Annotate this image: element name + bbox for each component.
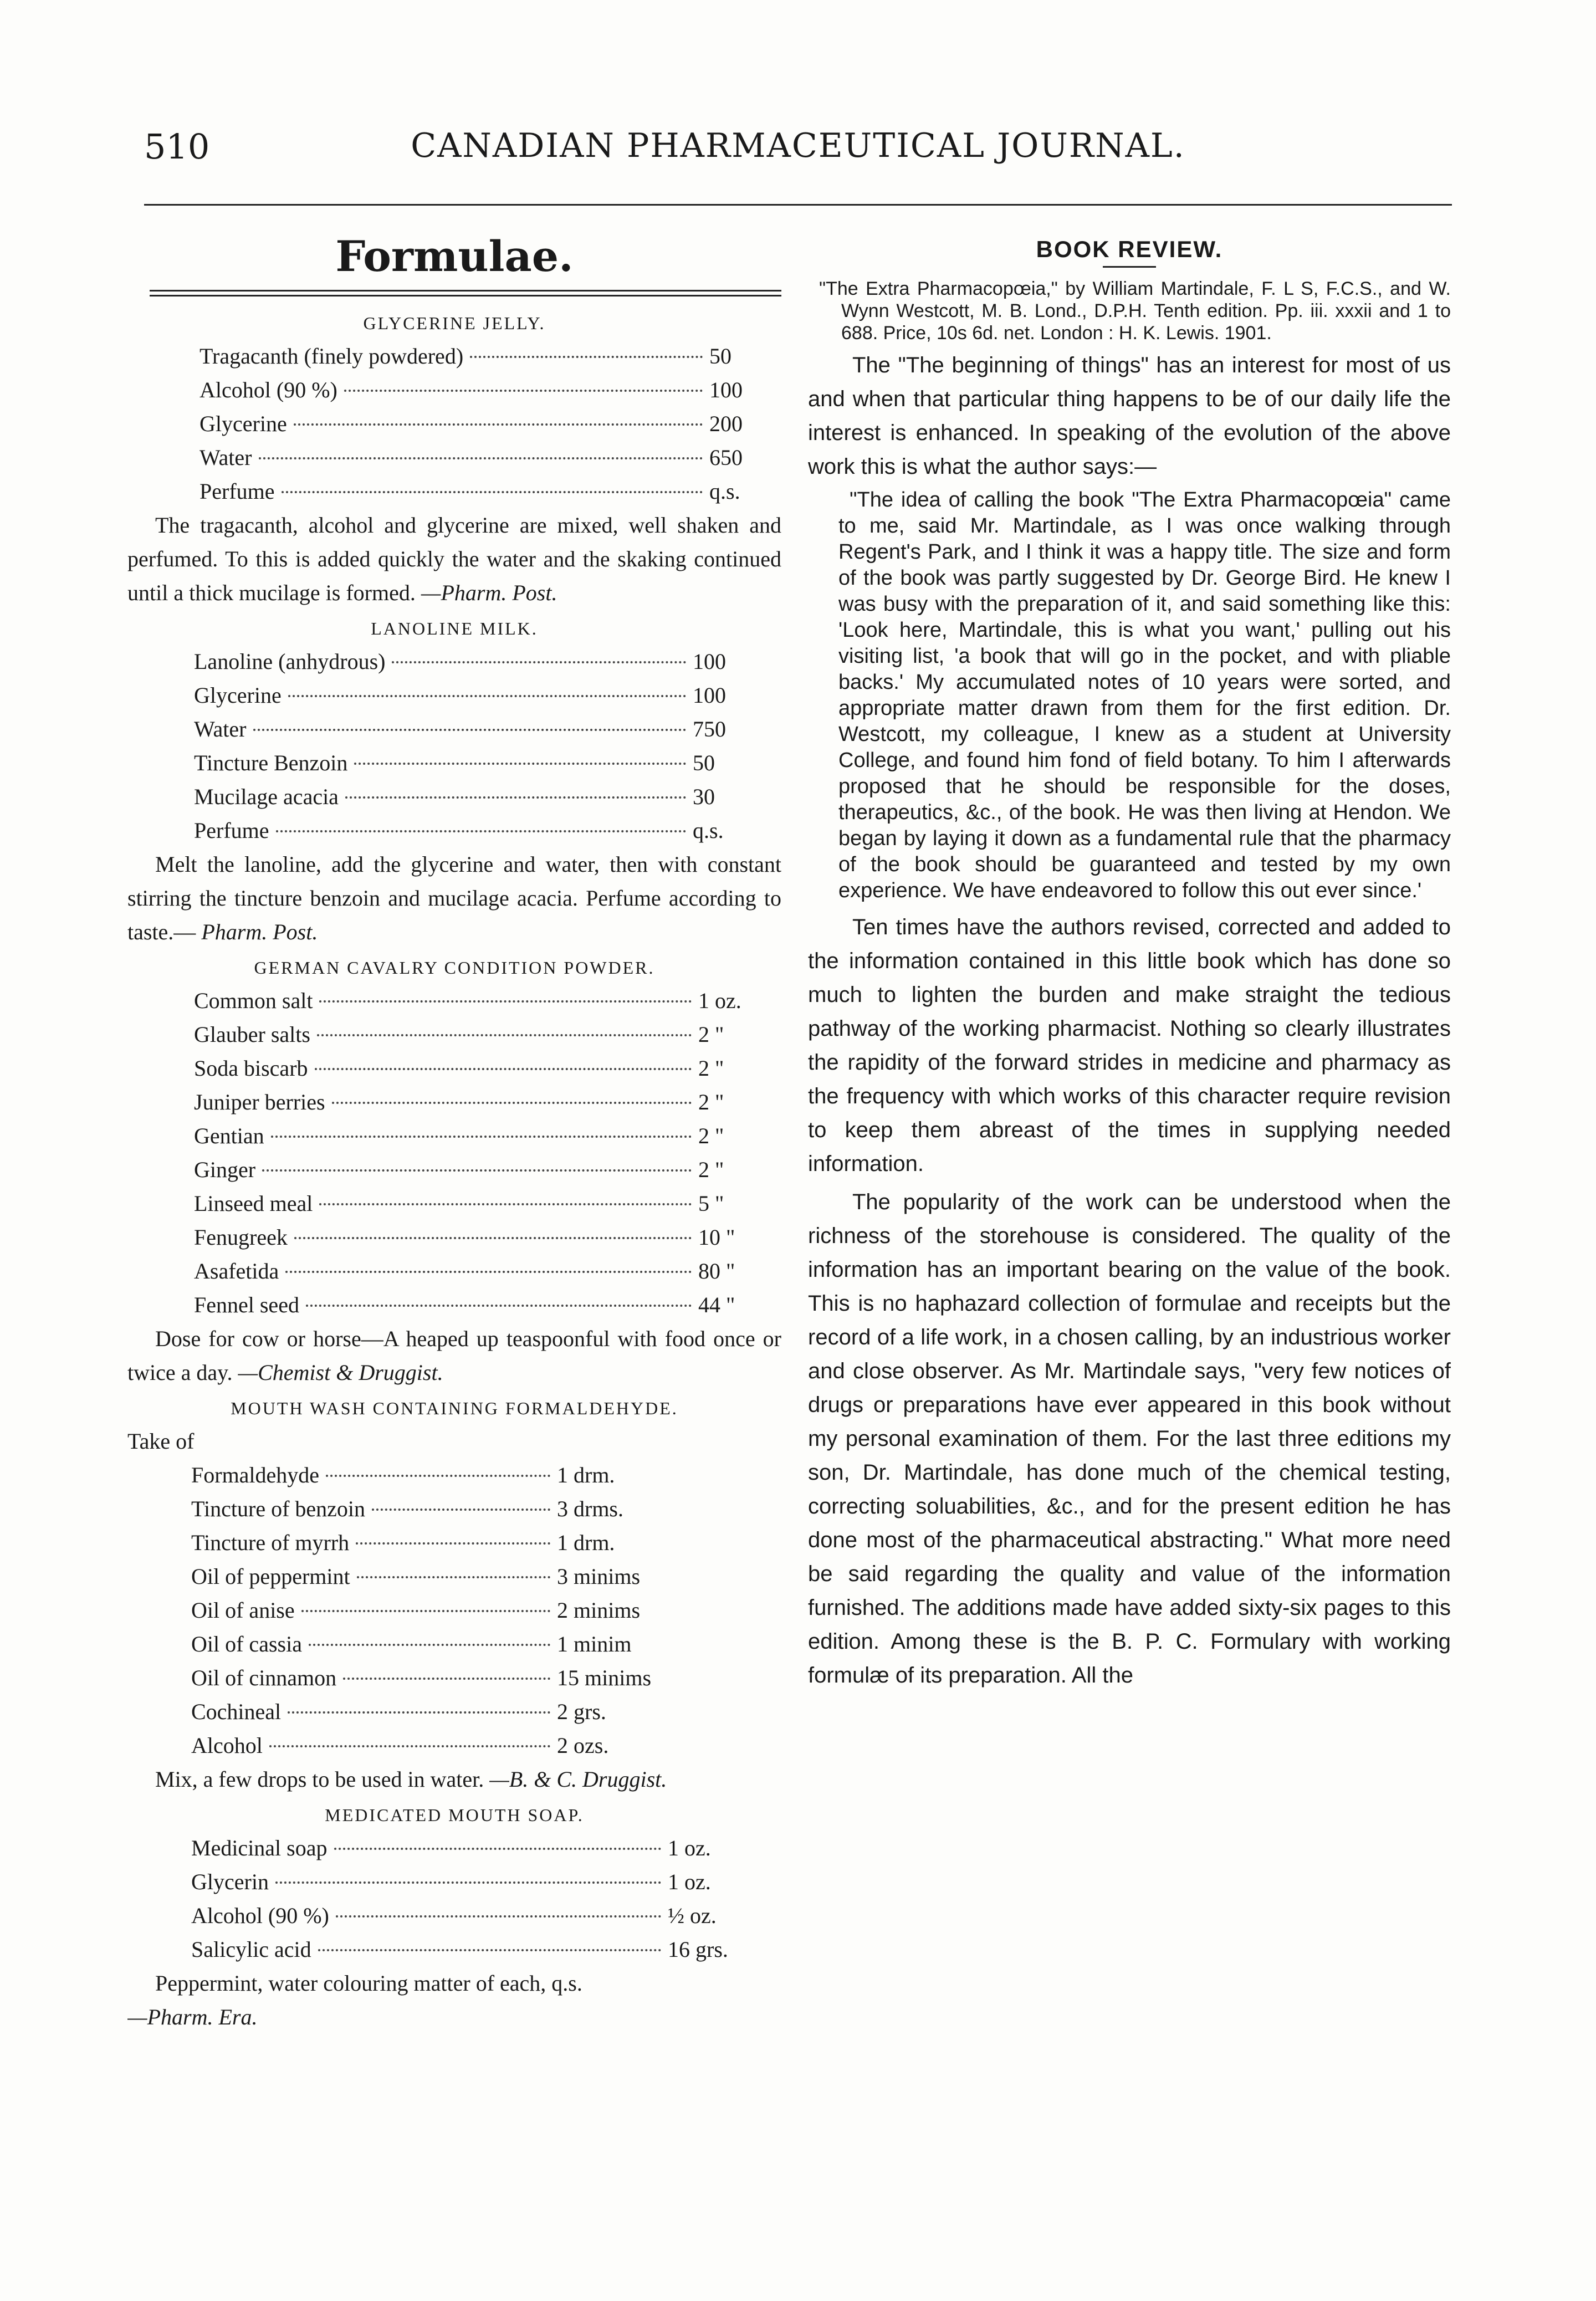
- ingredient-quantity: 750: [693, 717, 726, 742]
- ingredient-name: Glycerin: [191, 1869, 269, 1894]
- dot-leader: [357, 1576, 550, 1578]
- dot-leader: [345, 796, 686, 799]
- dot-leader: [332, 1102, 692, 1104]
- ingredient-name: Oil of anise: [191, 1598, 295, 1623]
- ingredient-list: [191, 1458, 707, 1762]
- dot-leader: [253, 729, 687, 731]
- ingredient-name: Asafetida: [194, 1259, 279, 1284]
- dot-leader: [392, 661, 686, 663]
- ingredient-quantity: 1 drm.: [557, 1463, 615, 1487]
- dot-leader: [319, 1203, 692, 1205]
- instructions: [127, 508, 781, 610]
- ingredient-list: [200, 339, 759, 508]
- review-quote: "The idea of calling the book "The Extra Pharmacopœia" came to me, said Mr. Martindale, as I was once walking through Regent's Park, and I think it was a happy title. The size and form of the book was partly suggested by Dr. George Bird. He knew I was busy with the preparation of it, and said something like this: 'Look here, Martindale, this is what you want,' pulling out his visiting list, 'a book that will go in the pocket, and with pliable backs.' My accumulated notes of 10 years were sorted, and appropriate matter drawn from them for the first edition. Dr. Westcott, my colleague, I knew as a student at University College, and found him fond of field botany. To him I afterwards proposed that he should be responsible for the doses, therapeutics, &c., of the book. He was then living at Hendon. We began by laying it down as a fundamental rule that the pharmacy of the book should be guaranteed and tested by my own experience. We have endeavored to follow this out ever since.': [838, 488, 1451, 902]
- ingredient-row: [194, 1220, 748, 1254]
- ingredient-quantity: 100: [693, 683, 726, 708]
- instructions-text: The tragacanth, alcohol and glycerine are mixed, well shaken and perfumed. To this is added quickly the water and the skaking continued until a thick mucilage is formed.: [127, 513, 781, 605]
- ingredient-row: [200, 373, 759, 407]
- instructions: [127, 847, 781, 949]
- ingredient-name: Alcohol: [191, 1733, 263, 1758]
- ingredient-row: [191, 1932, 740, 1966]
- review-paragraph: Ten times have the authors revised, corrected and added to the information contained in this little book which has done so much to lighten the burden and make straight the tedious pathway of the working pharmacist. Nothing so clearly illustrates the rapidity of the forward strides in medicine and pharmacy as the frequency with which works of this character require revision to keep them abreast of the times in supplying needed information.: [808, 915, 1451, 1176]
- dot-leader: [372, 1509, 550, 1511]
- ingredient-row: [194, 780, 748, 814]
- dot-leader: [282, 491, 703, 493]
- ingredient-quantity: 2 ": [698, 1157, 724, 1182]
- ingredient-row: [194, 1051, 748, 1085]
- ingredient-row: [191, 1831, 740, 1865]
- dot-leader: [269, 1745, 550, 1747]
- ingredient-quantity: 1 drm.: [557, 1530, 615, 1555]
- instructions: [127, 1322, 781, 1389]
- ingredient-quantity: 1 minim: [557, 1632, 632, 1656]
- ingredient-name: Alcohol (90 %): [191, 1903, 329, 1928]
- source-citation: Pharm. Post.: [201, 919, 318, 944]
- ingredient-quantity: 2 ": [698, 1123, 724, 1148]
- ingredient-name: Oil of peppermint: [191, 1564, 350, 1589]
- ingredient-name: Alcohol (90 %): [200, 377, 337, 402]
- ingredient-name: Glauber salts: [194, 1022, 310, 1047]
- instructions: [127, 1966, 781, 2034]
- instructions-text: Melt the lanoline, add the glycerine and water, then with constant stirring the tincture benzoin and mucilage acacia. Perfume according to taste.—: [127, 852, 781, 944]
- book-citation: "The Extra Pharmacopœia," by William Martindale, F. L S, F.C.S., and W. Wynn Westcott, M. B. Lond., D.P.H. Tenth edition. Pp. iii. xxxii and 1 to 688. Price, 10s 6d. net. London : H. K. Lewis. 1901.: [819, 278, 1451, 344]
- ingredient-row: [194, 1187, 748, 1220]
- dot-leader: [318, 1949, 661, 1951]
- ingredient-name: Tincture of benzoin: [191, 1496, 366, 1521]
- book-review-column: [808, 227, 1451, 2200]
- ingredient-quantity: ½ oz.: [668, 1903, 717, 1928]
- ingredient-row: [194, 1119, 748, 1153]
- formulae-title: Formulae.: [335, 232, 574, 281]
- paragraph-gap: [808, 1181, 1451, 1185]
- dot-leader: [306, 1305, 692, 1307]
- ingredient-name: Salicylic acid: [191, 1937, 311, 1962]
- dot-leader: [336, 1915, 661, 1917]
- ingredient-quantity: 30: [693, 784, 715, 809]
- ingredient-name: Fenugreek: [194, 1225, 288, 1250]
- ingredient-row: [191, 1729, 707, 1762]
- dot-leader: [301, 1610, 550, 1612]
- ingredient-quantity: 10 ": [698, 1225, 735, 1250]
- instructions-text: Dose for cow or horse—A heaped up teaspoonful with food once or twice a day.: [127, 1326, 781, 1385]
- ingredient-name: Ginger: [194, 1157, 256, 1182]
- ingredient-name: Formaldehyde: [191, 1463, 320, 1487]
- formulae-column: [127, 227, 781, 2200]
- title-rule: [1103, 266, 1156, 268]
- ingredient-quantity: 2 ": [698, 1090, 724, 1114]
- ingredient-name: Oil of cassia: [191, 1632, 302, 1656]
- ingredient-row: [191, 1865, 740, 1899]
- dot-leader: [315, 1068, 692, 1070]
- journal-title: CANADIAN PHARMACEUTICAL JOURNAL.: [411, 126, 1185, 165]
- section-title: MEDICATED MOUTH SOAP.: [325, 1805, 584, 1825]
- ingredient-quantity: 2 minims: [557, 1598, 641, 1623]
- ingredient-name: Mucilage acacia: [194, 784, 339, 809]
- ingredient-name: Water: [194, 717, 247, 742]
- ingredient-row: [191, 1526, 707, 1559]
- ingredient-quantity: 100: [693, 649, 726, 674]
- ingredient-name: Water: [200, 445, 252, 470]
- ingredient-row: [194, 712, 748, 746]
- page-header: [144, 126, 1452, 171]
- ingredient-name: Medicinal soap: [191, 1835, 328, 1860]
- ingredient-row: [194, 984, 748, 1017]
- ingredient-quantity: 1 oz.: [698, 988, 741, 1013]
- dot-leader: [294, 1237, 692, 1239]
- ingredient-quantity: 5 ": [698, 1191, 724, 1216]
- double-rule: [150, 290, 781, 296]
- section-title: GLYCERINE JELLY.: [363, 313, 546, 333]
- section-title: GERMAN CAVALRY CONDITION POWDER.: [254, 958, 655, 978]
- ingredient-name: Glycerine: [200, 411, 287, 436]
- ingredient-row: [200, 474, 759, 508]
- ingredient-row: [200, 339, 759, 373]
- ingredient-quantity: 2 ": [698, 1056, 724, 1081]
- ingredient-row: [191, 1627, 707, 1661]
- ingredient-quantity: 15 minims: [557, 1665, 652, 1690]
- header-rule: [144, 204, 1452, 206]
- ingredient-row: [194, 746, 748, 780]
- source-citation: —Pharm. Post.: [421, 580, 557, 605]
- ingredient-row: [194, 645, 748, 678]
- ingredient-name: Perfume: [200, 479, 275, 504]
- dot-leader: [343, 1678, 550, 1680]
- ingredient-row: [194, 1153, 748, 1187]
- ingredient-quantity: 1 oz.: [668, 1835, 711, 1860]
- dot-leader: [285, 1271, 692, 1273]
- ingredient-quantity: 650: [709, 445, 743, 470]
- ingredient-name: Fennel seed: [194, 1292, 299, 1317]
- page-number: 510: [144, 126, 210, 167]
- section-title: MOUTH WASH CONTAINING FORMALDEHYDE.: [231, 1398, 678, 1418]
- ingredient-name: Linseed meal: [194, 1191, 313, 1216]
- ingredient-quantity: 50: [693, 750, 715, 775]
- ingredient-quantity: 2 ozs.: [557, 1733, 609, 1758]
- ingredient-name: Cochineal: [191, 1699, 282, 1724]
- ingredient-name: Tincture Benzoin: [194, 750, 348, 775]
- ingredient-name: Tragacanth (finely powdered): [200, 344, 464, 369]
- ingredient-row: [191, 1593, 707, 1627]
- ingredient-quantity: 80 ": [698, 1259, 735, 1284]
- ingredient-row: [191, 1559, 707, 1593]
- ingredient-name: Oil of cinnamon: [191, 1665, 337, 1690]
- ingredient-quantity: q.s.: [709, 479, 740, 504]
- ingredient-quantity: 3 minims: [557, 1564, 641, 1589]
- ingredient-row: [194, 1254, 748, 1288]
- review-paragraph: The popularity of the work can be understood when the richness of the storehouse is considered. The quality of the information has an important bearing on the value of the book. This is no haphazard collection of formulae and receipts but the record of a life work, in a chosen calling, by an industrious worker and close observer. As Mr. Martindale says, "very few notices of drugs or preparations have ever appeared in this book without my personal examination of them. For the last three editions my son, Dr. Martindale, has done much of the chemical testing, correcting soluabilities, &c., and for the present edition he has done most of the pharmaceutical abstracting." What more need be said regarding the quality and value of the information furnished. The additions made have added sixty-six pages to this edition. Among these is the B. P. C. Formulary with working formulæ of its preparation. All the: [808, 1190, 1451, 1688]
- dot-leader: [271, 1136, 692, 1138]
- ingredient-row: [194, 678, 748, 712]
- dot-leader: [470, 356, 703, 358]
- dot-leader: [259, 457, 703, 459]
- ingredient-quantity: 200: [709, 411, 743, 436]
- ingredient-name: Lanoline (anhydrous): [194, 649, 386, 674]
- ingredient-list: [194, 645, 748, 847]
- dot-leader: [288, 695, 686, 697]
- ingredient-row: [194, 1085, 748, 1119]
- ingredient-name: Tincture of myrrh: [191, 1530, 350, 1555]
- dot-leader: [294, 423, 703, 426]
- ingredient-row: [191, 1661, 707, 1695]
- dot-leader: [262, 1169, 692, 1172]
- ingredient-quantity: 50: [709, 344, 732, 369]
- ingredient-name: Common salt: [194, 988, 313, 1013]
- ingredient-quantity: 1 oz.: [668, 1869, 711, 1894]
- ingredient-row: [191, 1695, 707, 1729]
- instructions: [127, 1762, 781, 1796]
- source-citation: —Chemist & Druggist.: [238, 1360, 443, 1385]
- take-of-label: Take of: [127, 1429, 195, 1454]
- dot-leader: [319, 1000, 692, 1003]
- dot-leader: [356, 1542, 550, 1545]
- dot-leader: [344, 390, 703, 392]
- ingredient-list: [191, 1831, 740, 1966]
- ingredient-quantity: q.s.: [693, 818, 724, 843]
- ingredient-list: [194, 984, 748, 1322]
- review-paragraph: The "The beginning of things" has an interest for most of us and when that particular thing happens to be of our daily life the interest is enhanced. In speaking of the evolution of the above work this is what the author says:—: [808, 353, 1451, 479]
- dot-leader: [275, 1881, 661, 1884]
- instructions-text: Mix, a few drops to be used in water.: [155, 1767, 484, 1792]
- ingredient-name: Glycerine: [194, 683, 282, 708]
- ingredient-row: [194, 1288, 748, 1322]
- dot-leader: [334, 1848, 662, 1850]
- dot-leader: [276, 830, 686, 832]
- ingredient-name: Perfume: [194, 818, 269, 843]
- dot-leader: [354, 763, 686, 765]
- ingredient-row: [191, 1899, 740, 1932]
- ingredient-quantity: 2 ": [698, 1022, 724, 1047]
- ingredient-row: [194, 814, 748, 847]
- instructions-text: Peppermint, water colouring matter of each, q.s.: [155, 1971, 582, 1996]
- ingredient-quantity: 2 grs.: [557, 1699, 606, 1724]
- dot-leader: [288, 1711, 550, 1714]
- dot-leader: [317, 1034, 692, 1036]
- ingredient-name: Juniper berries: [194, 1090, 325, 1114]
- section-title: LANOLINE MILK.: [371, 618, 538, 638]
- ingredient-name: Gentian: [194, 1123, 264, 1148]
- ingredient-row: [191, 1458, 707, 1492]
- source-citation: —B. & C. Druggist.: [489, 1767, 667, 1792]
- ingredient-row: [200, 407, 759, 441]
- ingredient-row: [200, 441, 759, 474]
- source-citation: —Pharm. Era.: [127, 2005, 258, 2029]
- dot-leader: [309, 1644, 550, 1646]
- book-review-title: BOOK REVIEW.: [1036, 236, 1223, 262]
- ingredient-quantity: 100: [709, 377, 743, 402]
- ingredient-row: [194, 1017, 748, 1051]
- ingredient-row: [191, 1492, 707, 1526]
- ingredient-quantity: 3 drms.: [557, 1496, 623, 1521]
- ingredient-quantity: 44 ": [698, 1292, 735, 1317]
- ingredient-quantity: 16 grs.: [668, 1937, 728, 1962]
- dot-leader: [326, 1475, 550, 1477]
- ingredient-name: Soda biscarb: [194, 1056, 308, 1081]
